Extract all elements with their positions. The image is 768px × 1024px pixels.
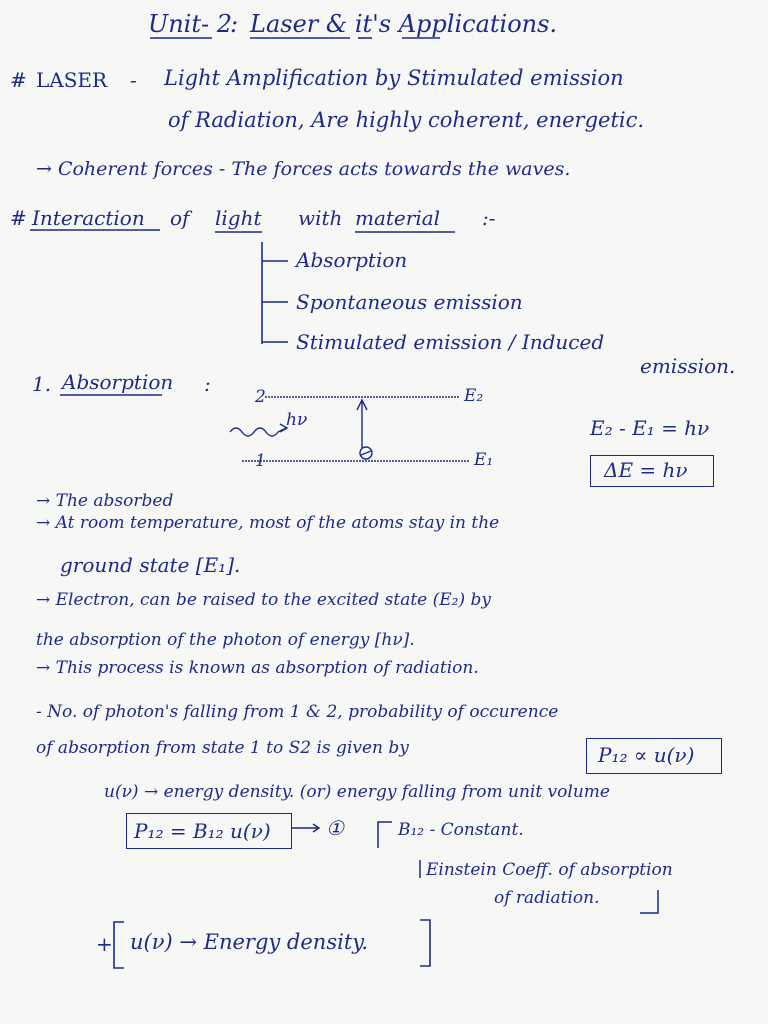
b12-constant: B₁₂ - Constant. [398, 820, 524, 840]
arrow-mark: + [96, 932, 113, 956]
note-probability: - No. of photon's falling from 1 & 2, probability of occurence [36, 702, 559, 722]
interaction-colon: :- [482, 206, 496, 230]
note-absorbed: → The absorbed [36, 491, 174, 511]
photon-wave [230, 428, 286, 436]
level-2-label: 2 [255, 387, 266, 407]
absorption-heading: Absorption [62, 370, 174, 394]
absorption-colon: : [204, 372, 211, 396]
hash-mark: # [10, 68, 27, 92]
hash-mark-2: # [10, 206, 27, 230]
interaction-word-1: Interaction [32, 206, 145, 230]
note-electron-raised: → Electron, can be raised to the excited state (E₂) by [36, 590, 492, 610]
main-equation: P₁₂ = B₁₂ u(ν) [134, 819, 271, 843]
interaction-word-2: of [170, 206, 190, 230]
equation-number: ① [326, 816, 344, 840]
interaction-word-5: material [355, 206, 441, 230]
page-title: Laser & it's Applications. [250, 10, 558, 38]
delta-e-eq: ΔE = hν [604, 458, 688, 482]
laser-definition-line1: Light Amplification by Stimulated emission [164, 66, 624, 90]
probability-proportional: P₁₂ ∝ u(ν) [598, 743, 695, 767]
einstein-coefficient: Einstein Coeff. of absorption [426, 860, 673, 880]
note-energy-density: u(ν) → energy density. (or) energy falling from unit volume [104, 782, 610, 802]
energy-level-diagram [230, 397, 470, 461]
of-radiation: of radiation. [494, 888, 600, 908]
energy-density-final: u(ν) → Energy density. [130, 930, 369, 954]
note-photon-energy: the absorption of the photon of energy [hν]. [36, 630, 415, 650]
laser-definition-line2: of Radiation, Are highly coherent, energetic. [168, 108, 645, 132]
branch-stimulated: Stimulated emission / Induced [296, 330, 605, 354]
title-separator: : [230, 10, 239, 38]
energy-difference-eq: E₂ - E₁ = hν [590, 416, 710, 440]
photon-label: hν [286, 410, 308, 430]
note-room-temp: → At room temperature, most of the atoms stay in the [36, 513, 500, 533]
note-state-transition: of absorption from state 1 to S2 is given by [36, 738, 409, 758]
branch-spontaneous: Spontaneous emission [296, 290, 523, 314]
note-ground-state: ground state [E₁]. [60, 553, 241, 577]
interaction-word-3: light [215, 206, 262, 230]
e1-label: E₁ [474, 450, 494, 470]
laser-term: LASER [36, 68, 108, 92]
interaction-word-4: with [298, 206, 343, 230]
tree-branches [262, 242, 288, 344]
coherent-forces-line: → Coherent forces - The forces acts towards the waves. [36, 158, 571, 180]
note-process: → This process is known as absorption of radiation. [36, 658, 479, 678]
unit-label: Unit- 2 [148, 10, 233, 38]
branch-stimulated-cont: emission. [640, 354, 736, 378]
level-1-label: 1 [255, 451, 266, 471]
branch-absorption: Absorption [296, 248, 408, 272]
section-number: 1. [32, 372, 52, 396]
e2-label: E₂ [464, 386, 484, 406]
laser-dash: - [130, 68, 137, 92]
